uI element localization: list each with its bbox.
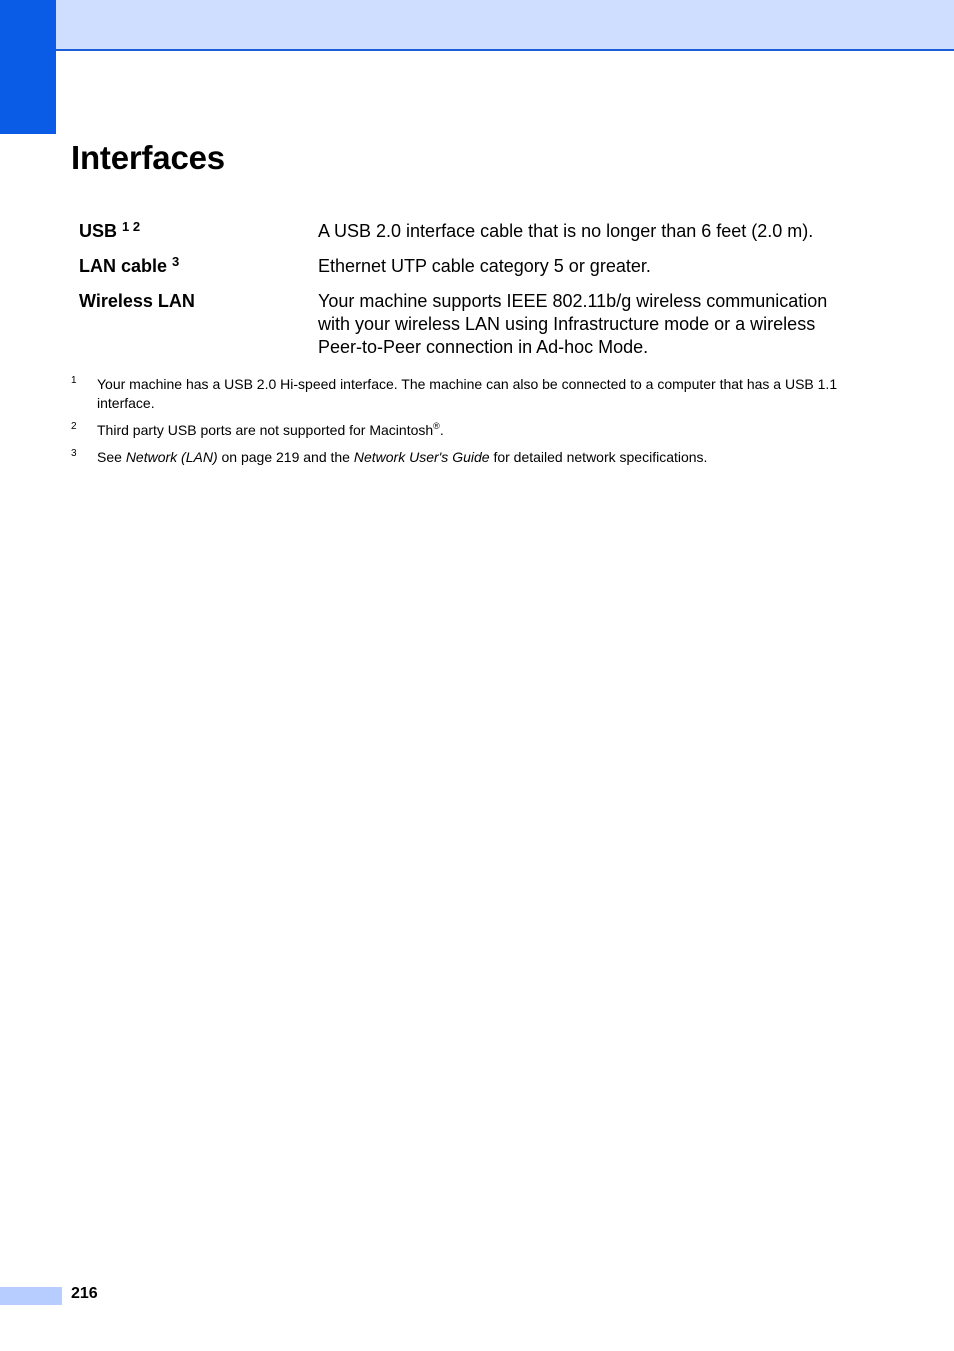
spec-value: Ethernet UTP cable category 5 or greater. [318,256,651,276]
spec-row-lan-cable [79,255,869,278]
spec-row-wireless-lan [79,290,869,359]
footnote-text: Third party USB ports are not supported for Macintosh®. [97,421,444,438]
footnote-3 [71,448,871,467]
footnote-2 [71,421,871,440]
page-number-bar [0,1287,62,1305]
spec-value: A USB 2.0 interface cable that is no longer than 6 feet (2.0 m). [318,221,814,241]
header-band [0,0,954,51]
spec-label: USB $^{1 2}$ [79,219,141,241]
spec-label: LAN cable $^3$ [79,254,180,276]
footnote-text: Your machine has a USB 2.0 Hi-speed interface. The machine can also be connected to a computer that has a USB 1.1 interface. [97,376,838,411]
network-users-guide-ref: Network User's Guide [353,449,490,465]
footnote-1 [71,375,871,413]
footnote-text: See Network (LAN) on page 219 and the Network User's Guide for detailed network specifications. [97,449,708,465]
footnote-ref[interactable]: 3 [172,254,180,269]
footnote-ref[interactable]: 1 2 [122,219,141,234]
footnote-number: 1 [71,375,77,386]
page-title: Interfaces [71,139,225,176]
footnotes [71,375,871,475]
footnote-number: 2 [71,421,77,432]
spec-table [79,220,869,371]
spec-row-usb [79,220,869,243]
footnote-number: 3 [71,448,77,459]
network-lan-link[interactable]: Network (LAN) [125,449,218,465]
page-number: 216 [71,1285,98,1302]
registered-mark: ® [433,421,440,431]
spec-value: Your machine supports IEEE 802.11b/g wireless communication with your wireless LAN using Infrastructure mode or a wireless Peer-to-Peer connection in Ad-hoc Mode. [318,291,828,357]
spec-label: Wireless LAN [79,291,195,311]
chapter-tab [0,0,56,134]
